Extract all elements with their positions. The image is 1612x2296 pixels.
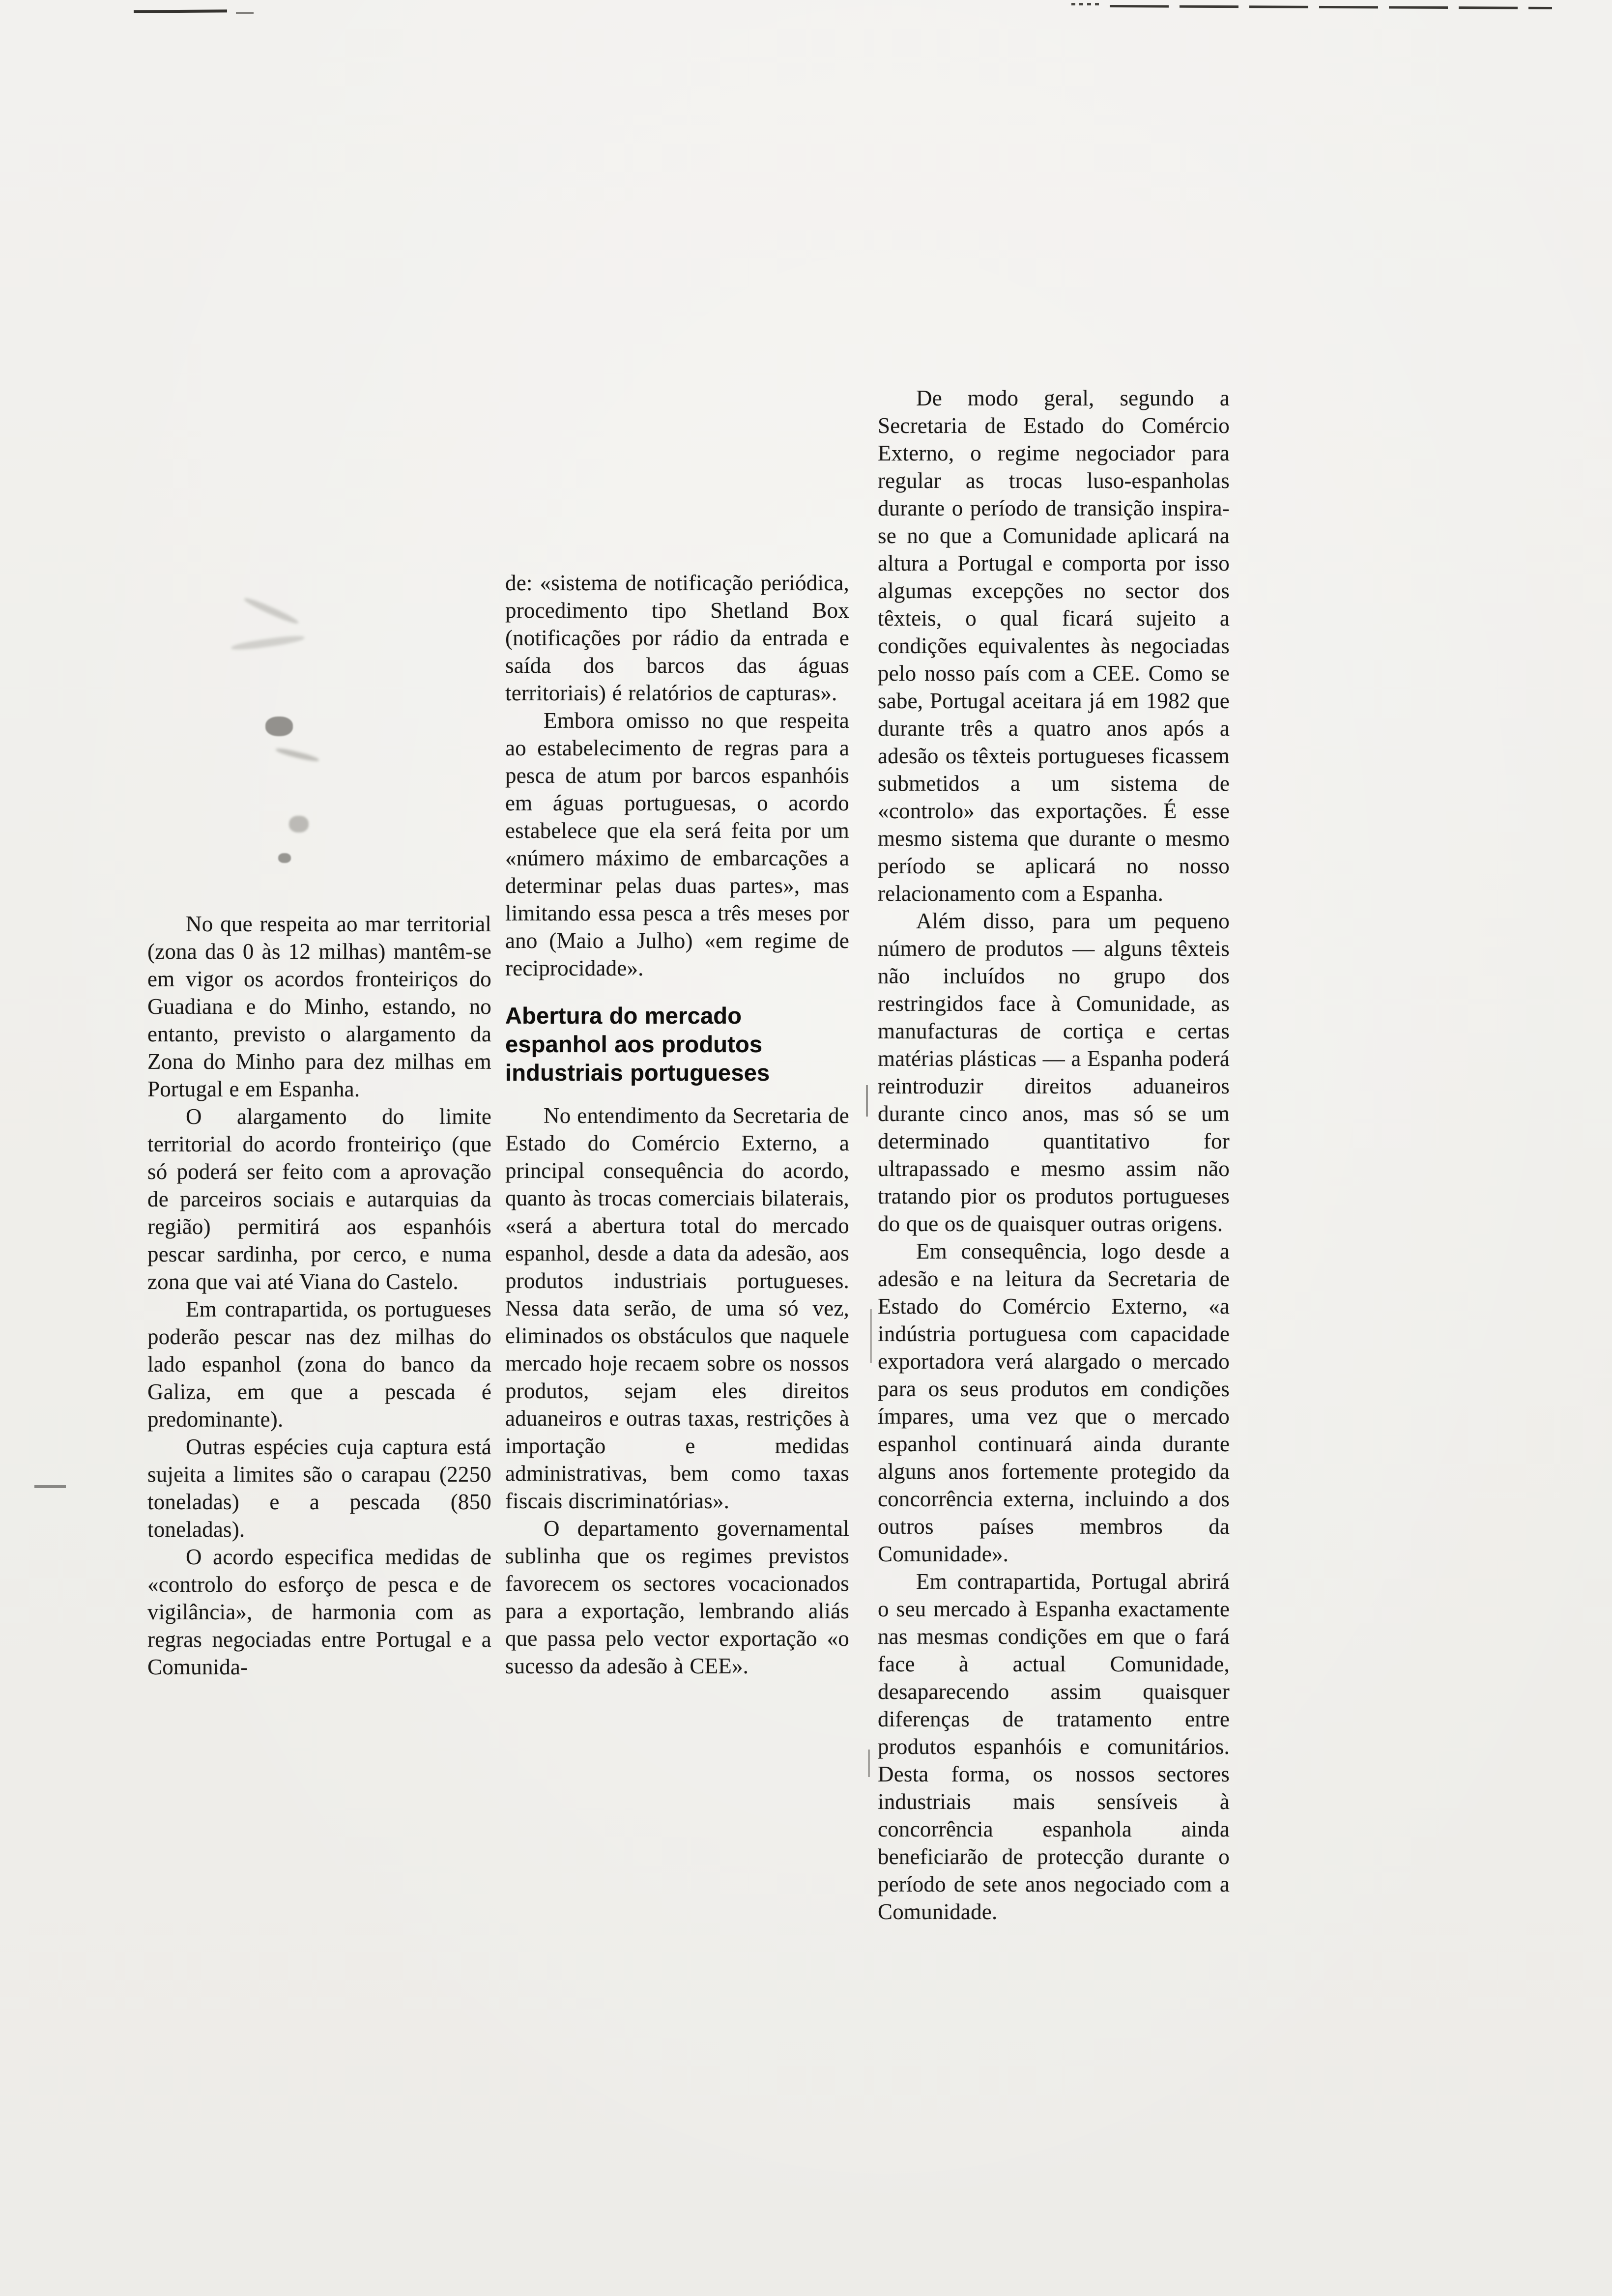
paragraph: Outras espécies cuja captura está sujeita a limites são o carapau (2250 toneladas) e a pescada (850 toneladas). <box>147 1435 491 1542</box>
article-column-left <box>147 910 491 1681</box>
scan-smudge <box>278 853 291 863</box>
middle-column-bottom-text <box>505 1102 849 1680</box>
scan-smudge <box>289 816 309 832</box>
paragraph: Embora omisso no que respeita ao estabelecimento de regras para a pesca de atum por barcos espanhóis em águas portuguesas, o acordo estabelece que ela será feita por um «número máximo de embarcações a determinar pelas duas partes», mas limitando essa pesca a três meses por ano (Maio a Julho) «em regime de reciprocidade». <box>505 708 849 980</box>
paragraph: Em contrapartida, os portugueses poderão pescar nas dez milhas do lado espanhol (zona do banco da Galiza, em que a pescada é predominante). <box>147 1297 491 1432</box>
scan-mark-top-left-small <box>236 12 254 14</box>
paragraph: O departamento governamental sublinha que os regimes previstos favorecem os sectores vocacionados para a exportação, lembrando aliás que passa pelo vector exportação «o sucesso da adesão à CEE». <box>505 1516 849 1678</box>
scan-tick <box>870 1309 872 1363</box>
scan-smudge <box>231 634 305 652</box>
section-heading: Abertura do mercado espanhol aos produtos industriais portugueses <box>505 1003 770 1086</box>
paragraph: De modo geral, segundo a Secretaria de Estado do Comércio Externo, o regime negociador para regular as trocas luso-espanholas durante o período de transição inspira-se no que a Comunidade aplicará na altura a Portugal e comporta por isso algumas excepções no sector dos têxteis, o qual ficará sujeito a condições equivalentes às negociadas pelo nosso país com a CEE. Como se sabe, Portugal aceitara já em 1982 que durante três a quatro anos após a adesão os têxteis portugueses ficassem submetidos a um sistema de «controlo» das exportações. É esse mesmo sistema que durante o mesmo período se aplicará no nosso relacionamento com a Espanha. <box>878 386 1230 906</box>
paragraph: Em consequência, logo desde a adesão e na leitura da Secretaria de Estado do Comércio Externo, «a indústria portuguesa com capacidade exportadora verá alargado o mercado para os seus produtos em condições ímpares, uma vez que o mercado espanhol continuará ainda durante alguns anos fortemente protegido da concorrência externa, incluindo a dos outros países membros da Comunidade». <box>878 1239 1230 1566</box>
paragraph: No que respeita ao mar territorial (zona das 0 às 12 milhas) mantêm-se em vigor os acordos fronteiriços do Guadiana e do Minho, estando, no entanto, previsto o alargamento da Zona do Minho para dez milhas em Portugal e em Espanha. <box>147 912 491 1101</box>
scan-smudge <box>275 746 319 763</box>
scan-mark-top-right-dots <box>1071 3 1103 5</box>
paragraph: Em contrapartida, Portugal abrirá o seu mercado à Espanha exactamente nas mesmas condições em que o fará face à actual Comunidade, desaparecendo assim quaisquer diferenças de tratamento entre produtos espanhóis e comunitários. Desta forma, os nossos sectores industriais mais sensíveis à concorrência espanhola ainda beneficiarão de protecção durante o período de sete anos negociado com a Comunidade. <box>878 1569 1230 1924</box>
paragraph: Além disso, para um pequeno número de produtos — alguns têxteis não incluídos no grupo dos restringidos face à Comunidade, as manufacturas de cortiça e certas matérias plásticas — a Espanha poderá reintroduzir direitos aduaneiros durante cinco anos, mas só se um determinado quantitativo for ultrapassado e mesmo assim não tratando pior os produtos portugueses do que os de quaisquer outras origens. <box>878 909 1230 1236</box>
scan-mark-left-dash <box>34 1485 66 1488</box>
paragraph: No entendimento da Secretaria de Estado do Comércio Externo, a principal consequência do acordo, quanto às trocas comerciais bilaterais, «será a abertura total do mercado espanhol, desde a data da adesão, aos produtos industriais portugueses. Nessa data serão, de uma só vez, eliminados os obstáculos que naquele mercado hoje recaem sobre os nossos produtos, sejam eles direitos aduaneiros e outras taxas, restrições à importação e medidas administrativas, bem como taxas fiscais discriminatórias». <box>505 1103 849 1513</box>
scan-mark-top-left <box>134 9 227 13</box>
paragraph: O alargamento do limite territorial do acordo fronteiriço (que só poderá ser feito com a aprovação de parceiros sociais e autarquias da região) permitirá aos espanhóis pescar sardinha, por cerco, e numa zona que vai até Viana do Castelo. <box>147 1104 491 1294</box>
paragraph: O acordo especifica medidas de «controlo do esforço de pesca e de vigilância», de harmonia com as regras negociadas entre Portugal e a Comunida- <box>147 1545 491 1679</box>
scan-smudge <box>265 717 293 736</box>
scan-mark-top-right-line <box>1110 5 1552 9</box>
scan-smudge <box>243 596 299 626</box>
paragraph: de: «sistema de notificação periódica, procedimento tipo Shetland Box (notificações por rádio da entrada e saída dos barcos das águas territoriais) é relatórios de capturas». <box>505 571 849 705</box>
scan-tick <box>866 1085 868 1117</box>
scan-tick <box>868 1750 870 1777</box>
article-column-right <box>878 384 1230 1925</box>
middle-column-top-text <box>505 569 849 982</box>
article-column-middle <box>505 569 849 1680</box>
